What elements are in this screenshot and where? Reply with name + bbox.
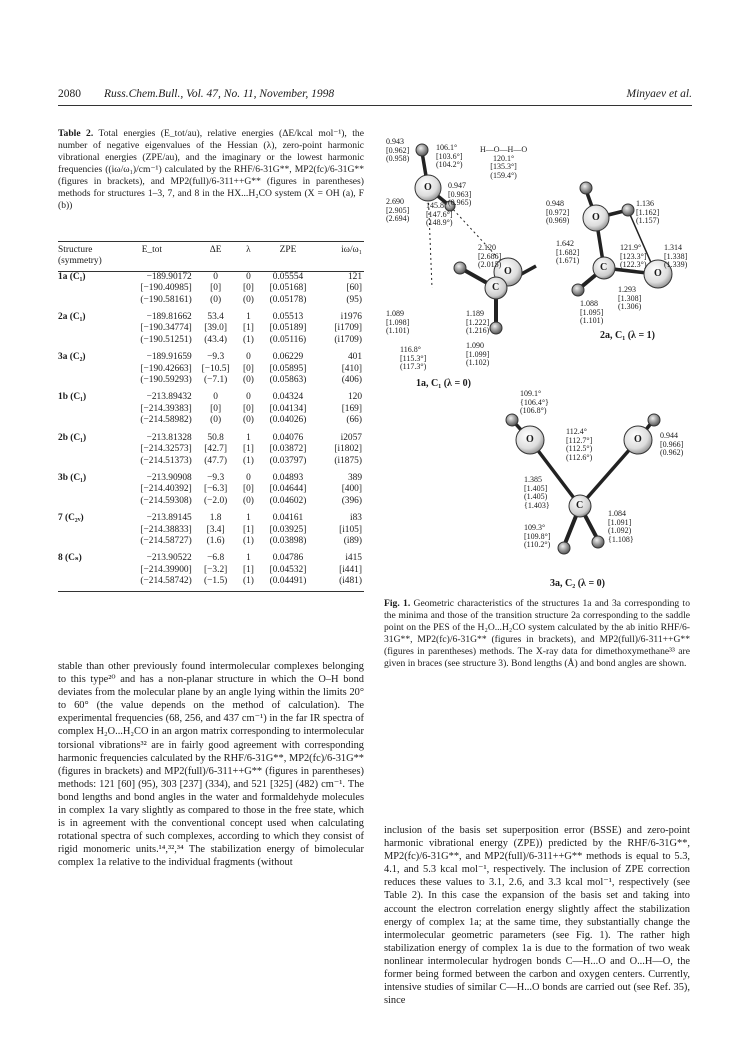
table-cell: [1] bbox=[242, 524, 254, 535]
atom-label: O bbox=[424, 182, 432, 193]
table-cell: (−214.58727) bbox=[140, 535, 192, 546]
table-cell: 50.8 bbox=[207, 432, 224, 443]
table-cell: 121 bbox=[347, 271, 362, 282]
table-cell: 0.04786 bbox=[272, 553, 304, 564]
table-cell: i1976 bbox=[340, 312, 362, 323]
h-atom bbox=[622, 204, 634, 216]
table-cell bbox=[58, 323, 112, 334]
table-row bbox=[58, 547, 364, 564]
geom-value: 1.088 [1.095] (1.101) bbox=[580, 299, 604, 326]
body-text-left: stable than other previously found intermolecular complexes belonging to this type²⁰ and has a non-planar structure in which the O–H bond deviates from the molecular plane by an angle lying within the limits 20° to 60° (the value depends on the method of calculation). The experimental frequencies (68, 256, and 437 cm⁻¹) in the far IR spectra of complex H₂O...H₂CO in an argon matrix corresponding to intermolecular torsional vibrations³² are in fairly good agreement with corresponding harmonic frequencies calculated by the RHF/6-31G**, MP2(fc)/6-31G** (figures in brackets) and MP2(full)/6-311++G** (figures in parentheses) methods: 121 [60] (95), 303 [237] (334), and 521 [325] (482) cm⁻¹. The bond lengths and bond angles in the water and formaldehyde molecules in complex 1a vary slightly as compared to those in the free state, which is in agreement with the conventional concept used when calculating rotational spectra of such complexes, according to which they consist of rigid monomeric units.¹⁴,³²,³⁴ The stabilization energy of bimolecular complex 1a relative to the individual fragments (without bbox=[58, 661, 364, 869]
table-row bbox=[58, 415, 364, 426]
h-atom bbox=[454, 262, 466, 274]
table-cell: (0.03898) bbox=[269, 535, 307, 546]
table-cell: (0.05863) bbox=[269, 375, 307, 386]
table-row bbox=[58, 364, 364, 375]
table-cell: 0.04324 bbox=[272, 392, 304, 403]
table-row bbox=[58, 283, 364, 294]
table-cell: −6.8 bbox=[207, 553, 225, 564]
table-cell: [1] bbox=[242, 323, 254, 334]
atom-label: O bbox=[504, 266, 512, 277]
table-cell: (i1875) bbox=[334, 455, 362, 466]
h-atom bbox=[416, 144, 428, 156]
table-cell: (1.6) bbox=[206, 535, 225, 546]
table-cell bbox=[58, 525, 112, 536]
table-cell: 3b (C₁) bbox=[58, 472, 87, 483]
table-cell: 0.06229 bbox=[272, 352, 304, 363]
geom-value: 0.947 [0.963] (0.965) bbox=[448, 181, 472, 208]
page-number: 2080 bbox=[58, 88, 81, 100]
table-cell: (0.03797) bbox=[269, 455, 307, 466]
table-cell: i2057 bbox=[340, 432, 362, 443]
table-cell: 0 bbox=[246, 392, 251, 403]
table-cell: [0.04134] bbox=[269, 403, 307, 414]
table-cell: (0) bbox=[242, 375, 254, 386]
geom-value: 1.084 [1.091] (1.092) {1.108} bbox=[608, 509, 634, 544]
table-cell: [0] bbox=[242, 403, 254, 414]
geom-value: 1.136 [1.162] (1.157) bbox=[636, 199, 660, 226]
table-cell: 8 (Cₛ) bbox=[58, 553, 82, 564]
table-cell: (−214.58982) bbox=[140, 415, 192, 426]
table-row bbox=[58, 536, 364, 547]
table-row bbox=[58, 386, 364, 403]
table-cell: [−190.40985] bbox=[140, 283, 192, 294]
table-cell: (1) bbox=[242, 535, 254, 546]
table-cell: −213.90908 bbox=[146, 472, 192, 483]
table-cell: (95) bbox=[346, 294, 362, 305]
structure-label-1a: 1a, C₁ (λ = 0) bbox=[416, 378, 471, 389]
table-cell: (−2.0) bbox=[204, 495, 228, 506]
geom-value: 1.293 [1.308] (1.306) bbox=[618, 285, 642, 312]
geom-value: 109.1° {106.4°} (106.8°) bbox=[520, 389, 549, 416]
geom-value: 1.189 [1.222] (1.216) bbox=[466, 309, 490, 336]
table-cell: 1.8 bbox=[209, 513, 222, 524]
table-cell: (0) bbox=[242, 495, 254, 506]
table-row bbox=[58, 525, 364, 536]
geom-value: 121.9° [123.3°] (122.3°) bbox=[620, 243, 647, 270]
table-header-row bbox=[58, 242, 364, 272]
authors: Minyaev et al. bbox=[626, 88, 692, 100]
table-cell bbox=[58, 565, 112, 576]
table-cell: 0 bbox=[213, 392, 218, 403]
atom-label: C bbox=[576, 500, 584, 511]
table-cell: 2b (C₁) bbox=[58, 432, 87, 443]
table-cell: [1] bbox=[242, 444, 254, 455]
h-atom bbox=[506, 414, 518, 426]
table-cell bbox=[58, 375, 112, 386]
table-row bbox=[58, 496, 364, 507]
table-cell: (0.04026) bbox=[269, 415, 307, 426]
structure-label-3a: 3a, C₂ (λ = 0) bbox=[550, 578, 605, 589]
table-cell: [0.05189] bbox=[269, 323, 307, 334]
table-cell: (0.05116) bbox=[269, 334, 307, 345]
table-cell: 0 bbox=[246, 352, 251, 363]
table-cell: 1 bbox=[246, 513, 251, 524]
table-cell: [0.03872] bbox=[269, 444, 307, 455]
col-freq: iω/ω₁ bbox=[319, 242, 364, 272]
table-cell bbox=[58, 283, 112, 294]
table-cell: [i105] bbox=[339, 524, 362, 535]
table-cell bbox=[58, 496, 112, 507]
table-cell: −189.91659 bbox=[146, 352, 192, 363]
figure-label: Fig. 1. bbox=[384, 598, 411, 609]
geom-value: 1.090 [1.099] (1.102) bbox=[466, 341, 490, 368]
table-cell: (0) bbox=[242, 294, 254, 305]
table-cell: [0] bbox=[210, 283, 222, 294]
table-cell: 1 bbox=[246, 553, 251, 564]
h-atom bbox=[648, 414, 660, 426]
table-row bbox=[58, 444, 364, 455]
table-cell: [0] bbox=[242, 484, 254, 495]
table-cell: −9.3 bbox=[207, 472, 225, 483]
table-cell: 389 bbox=[347, 472, 362, 483]
table-cell: 1 bbox=[246, 432, 251, 443]
table-cell: 1 bbox=[246, 312, 251, 323]
table-cell: 53.4 bbox=[207, 312, 224, 323]
h-atom bbox=[580, 182, 592, 194]
table-cell: (43.4) bbox=[204, 334, 227, 345]
table-cell: [0] bbox=[242, 363, 254, 374]
table-cell: i415 bbox=[345, 553, 362, 564]
structure-label-2a: 2a, C₁ (λ = 1) bbox=[600, 330, 655, 341]
table-cell: (i89) bbox=[343, 535, 362, 546]
table-cell: [i1709] bbox=[334, 323, 362, 334]
table-row bbox=[58, 507, 364, 524]
table-cell: [0.05168] bbox=[269, 283, 307, 294]
table-cell: [−214.39383] bbox=[140, 403, 192, 414]
table-cell: (0) bbox=[210, 415, 222, 426]
geom-value: 2.690 [2.905] (2.694) bbox=[386, 197, 410, 224]
table-cell: (−214.51373) bbox=[140, 455, 192, 466]
table-cell: [0.04532] bbox=[269, 564, 307, 575]
table-row bbox=[58, 295, 364, 306]
table-cell: [0] bbox=[242, 283, 254, 294]
table-cell: 2a (C₁) bbox=[58, 312, 86, 323]
col-zpe: ZPE bbox=[259, 242, 318, 272]
geom-value: 106.1° [103.6°] (104.2°) bbox=[436, 143, 463, 170]
table-caption bbox=[58, 128, 364, 212]
table-cell: 0 bbox=[213, 271, 218, 282]
table-cell: [−10.5] bbox=[201, 363, 230, 374]
h-atom bbox=[558, 542, 570, 554]
col-de: ΔE bbox=[194, 242, 240, 272]
table-cell: [−190.42663] bbox=[140, 363, 192, 374]
table-cell: (−190.59293) bbox=[140, 375, 192, 386]
geom-value: 2.120 [2.686] (2.015) bbox=[478, 243, 502, 270]
geom-value: 1.385 [1.405] (1.405) {1.403} bbox=[524, 475, 550, 510]
figure-caption-text: Geometric characteristics of the structures 1a and 3a corresponding to the minima and those of the transition structure 2a corresponding to the saddle point on the PES of the H₂O...H₂CO system calculated by the ab initio RHF/6-31G**, MP2(fc)/6-31G** (figures in brackets), and MP2(full)/6-311++G** (figures in parentheses) methods. The X-ray data for dimethoxymethane³³ are given in braces (see structure 3). Bond lengths (Å) and bond angles are shown. bbox=[384, 598, 690, 669]
table-cell: 7 (C₂ᵥ) bbox=[58, 513, 84, 524]
table-cell: (i481) bbox=[319, 576, 364, 591]
table-cell: [−3.2] bbox=[204, 564, 228, 575]
atom-label: C bbox=[600, 262, 608, 273]
table-cell bbox=[58, 415, 112, 426]
table-cell: (0) bbox=[210, 294, 222, 305]
table-cell bbox=[58, 404, 112, 415]
table-cell: (47.7) bbox=[204, 455, 227, 466]
table-cell: 1a (C₁) bbox=[58, 271, 86, 282]
table-cell: −189.90172 bbox=[146, 271, 192, 282]
table-cell bbox=[58, 364, 112, 375]
table-cell: [i441] bbox=[339, 564, 362, 575]
table-cell: [−214.32573] bbox=[140, 444, 192, 455]
table-cell: (0.04602) bbox=[269, 495, 307, 506]
table-cell: 0 bbox=[246, 472, 251, 483]
table-cell: (396) bbox=[341, 495, 362, 506]
geom-value: 116.8° [115.3°] (117.3°) bbox=[400, 345, 427, 372]
table-cell: (−214.59308) bbox=[140, 495, 192, 506]
table-cell: 0.05554 bbox=[272, 271, 304, 282]
table-row bbox=[58, 335, 364, 346]
col-lambda: λ bbox=[240, 242, 260, 272]
table-cell: (−214.58742) bbox=[112, 576, 194, 591]
figure-1 bbox=[384, 128, 690, 596]
table-cell: [0.05895] bbox=[269, 363, 307, 374]
table-cell: (406) bbox=[341, 375, 362, 386]
table-cell bbox=[58, 335, 112, 346]
geom-value: 109.3° [109.8°] (110.2°) bbox=[524, 523, 551, 550]
table-cell: (1) bbox=[242, 455, 254, 466]
table-row bbox=[58, 467, 364, 484]
table-cell: 0.05513 bbox=[272, 312, 304, 323]
energy-table bbox=[58, 241, 364, 592]
table-cell: [400] bbox=[341, 484, 362, 495]
table-cell: [3.4] bbox=[206, 524, 225, 535]
table-cell: [−214.40392] bbox=[140, 484, 192, 495]
table-cell bbox=[58, 456, 112, 467]
table-cell: 0.04893 bbox=[272, 472, 304, 483]
table-cell: (66) bbox=[346, 415, 362, 426]
table-cell bbox=[58, 484, 112, 495]
table-cell bbox=[58, 295, 112, 306]
table-cell bbox=[58, 536, 112, 547]
table-caption-text: Total energies (E_tot/au), relative energies (ΔE/kcal mol⁻¹), the number of negative eigenvalues of the Hessian (λ), zero-point harmonic vibrational energies (ZPE/au), and the imaginary or the lowest harmonic frequencies ((iω/ω₁)/cm⁻¹) calculated by the RHF/6-31G**, MP2(fc)/6-31G** (figures in brackets), and MP2(full)/6-311++G** (figures in parentheses) methods for structures 1–3, 7, and 8 in the HX...H₂CO system (X = OH (a), F (b)) bbox=[58, 128, 364, 211]
geom-value: H—O—H—O 120.1° [135.3°] (159.4°) bbox=[480, 145, 528, 180]
table-cell: [42.7] bbox=[204, 444, 227, 455]
table-row bbox=[58, 404, 364, 415]
table-cell: (−1.5) bbox=[194, 576, 240, 591]
running-header bbox=[58, 88, 692, 104]
table-cell: [1] bbox=[242, 564, 254, 575]
table-cell: (−190.58161) bbox=[140, 294, 192, 305]
table-cell: 3a (C₂) bbox=[58, 352, 86, 363]
figure-caption bbox=[384, 598, 690, 670]
atom-label: O bbox=[634, 434, 642, 445]
table-cell: (0.05178) bbox=[269, 294, 307, 305]
table-row bbox=[58, 346, 364, 363]
table-cell: −9.3 bbox=[207, 352, 225, 363]
col-etot: E_tot bbox=[112, 242, 194, 272]
h-atom bbox=[572, 284, 584, 296]
table-cell bbox=[58, 576, 112, 591]
table-cell: [39.0] bbox=[204, 323, 227, 334]
table-cell: [0.03925] bbox=[269, 524, 307, 535]
geom-value: 0.943 [0.962] (0.958) bbox=[386, 137, 410, 164]
table-row bbox=[58, 576, 364, 591]
table-cell: 120 bbox=[347, 392, 362, 403]
h-atom bbox=[490, 322, 502, 334]
atom-label: C bbox=[492, 282, 500, 293]
table-cell: 0 bbox=[246, 271, 251, 282]
h-atom bbox=[592, 536, 604, 548]
table-row bbox=[58, 484, 364, 495]
table-row bbox=[58, 323, 364, 334]
table-row bbox=[58, 456, 364, 467]
table-row bbox=[58, 271, 364, 283]
geom-value: 145.8° [147.6°] (148.9°) bbox=[426, 201, 453, 228]
table-cell: [−190.34774] bbox=[140, 323, 192, 334]
table-cell: 1b (C₁) bbox=[58, 392, 87, 403]
table-cell: −213.81328 bbox=[146, 432, 192, 443]
table-cell: [−214.39900] bbox=[140, 564, 192, 575]
table-cell: [0.04644] bbox=[269, 484, 307, 495]
table-cell bbox=[58, 444, 112, 455]
table-cell: [60] bbox=[346, 283, 362, 294]
atom-label: O bbox=[526, 434, 534, 445]
table-cell: −189.81662 bbox=[146, 312, 192, 323]
atom-label: O bbox=[592, 212, 600, 223]
table-cell: i83 bbox=[350, 513, 362, 524]
col-structure: Structure (symmetry) bbox=[58, 242, 112, 272]
table-cell: [410] bbox=[341, 363, 362, 374]
table-row bbox=[58, 565, 364, 576]
table-cell: (i1709) bbox=[334, 334, 362, 345]
table-cell: [169] bbox=[341, 403, 362, 414]
table-cell: −213.89145 bbox=[146, 513, 192, 524]
table-cell: −213.89432 bbox=[146, 392, 192, 403]
table-cell: [−6.3] bbox=[204, 484, 228, 495]
geom-value: 112.4° [112.7°] (112.5°) (112.6°) bbox=[566, 427, 593, 462]
table-cell: −213.90522 bbox=[146, 553, 192, 564]
body-text-right: inclusion of the basis set superposition error (BSSE) and zero-point harmonic vibrational energy (ZPE)) predicted by the RHF/6-31G**, MP2(fc)/6-31G**, and MP2(full)/6-311++G** methods is equal to 5.3, 4.1, and 5.3 kcal mol⁻¹, respectively. The inclusion of ZPE correction reduces these values to 3.1, 2.6, and 3.3 kcal mol⁻¹, respectively (see Table 2). In this case the expansion of the basis set and taking into account the electron correlation energy slightly affect the stabilization energy of complex 1a; at the same time, they substantially change the intermolecular geometric parameters (see Fig. 1). The rather high stabilization energy of complex 1a is due to the formation of two weak nonlinear intermolecular hydrogen bonds C—H...O and O...H—O, the former being formed between the carbon and oxygen centers. Currently, intensive studies of similar C—H...O bonds are carried out (see Ref. 35), since bbox=[384, 825, 690, 1007]
table-cell: (0) bbox=[242, 415, 254, 426]
atom-label: O bbox=[654, 268, 662, 279]
geom-value: 0.948 [0.972] (0.969) bbox=[546, 199, 570, 226]
header-rule bbox=[58, 105, 692, 106]
geom-value: 1.642 [1.682] (1.671) bbox=[556, 239, 580, 266]
geom-value: 0.944 [0.966] (0.962) bbox=[660, 431, 684, 458]
table-row bbox=[58, 306, 364, 323]
table-cell: 0.04161 bbox=[272, 513, 304, 524]
table-cell: (−7.1) bbox=[204, 375, 228, 386]
table-row bbox=[58, 375, 364, 386]
table-cell: (1) bbox=[242, 334, 254, 345]
journal-citation: Russ.Chem.Bull., Vol. 47, No. 11, November, 1998 bbox=[104, 88, 335, 100]
table-cell: 0.04076 bbox=[272, 432, 304, 443]
geom-value: 1.089 [1.098] (1.101) bbox=[386, 309, 410, 336]
geom-value: 1.314 [1.338] (1.339) bbox=[664, 243, 688, 270]
table-cell: 401 bbox=[347, 352, 362, 363]
table-label: Table 2. bbox=[58, 128, 94, 139]
table-cell: [−214.38833] bbox=[140, 524, 192, 535]
table-cell: (−190.51251) bbox=[140, 334, 192, 345]
table-row bbox=[58, 427, 364, 444]
table-cell: [0] bbox=[210, 403, 222, 414]
table-cell: (1) bbox=[240, 576, 260, 591]
table-cell: [i1802] bbox=[334, 444, 362, 455]
table-cell: (0.04491) bbox=[259, 576, 318, 591]
